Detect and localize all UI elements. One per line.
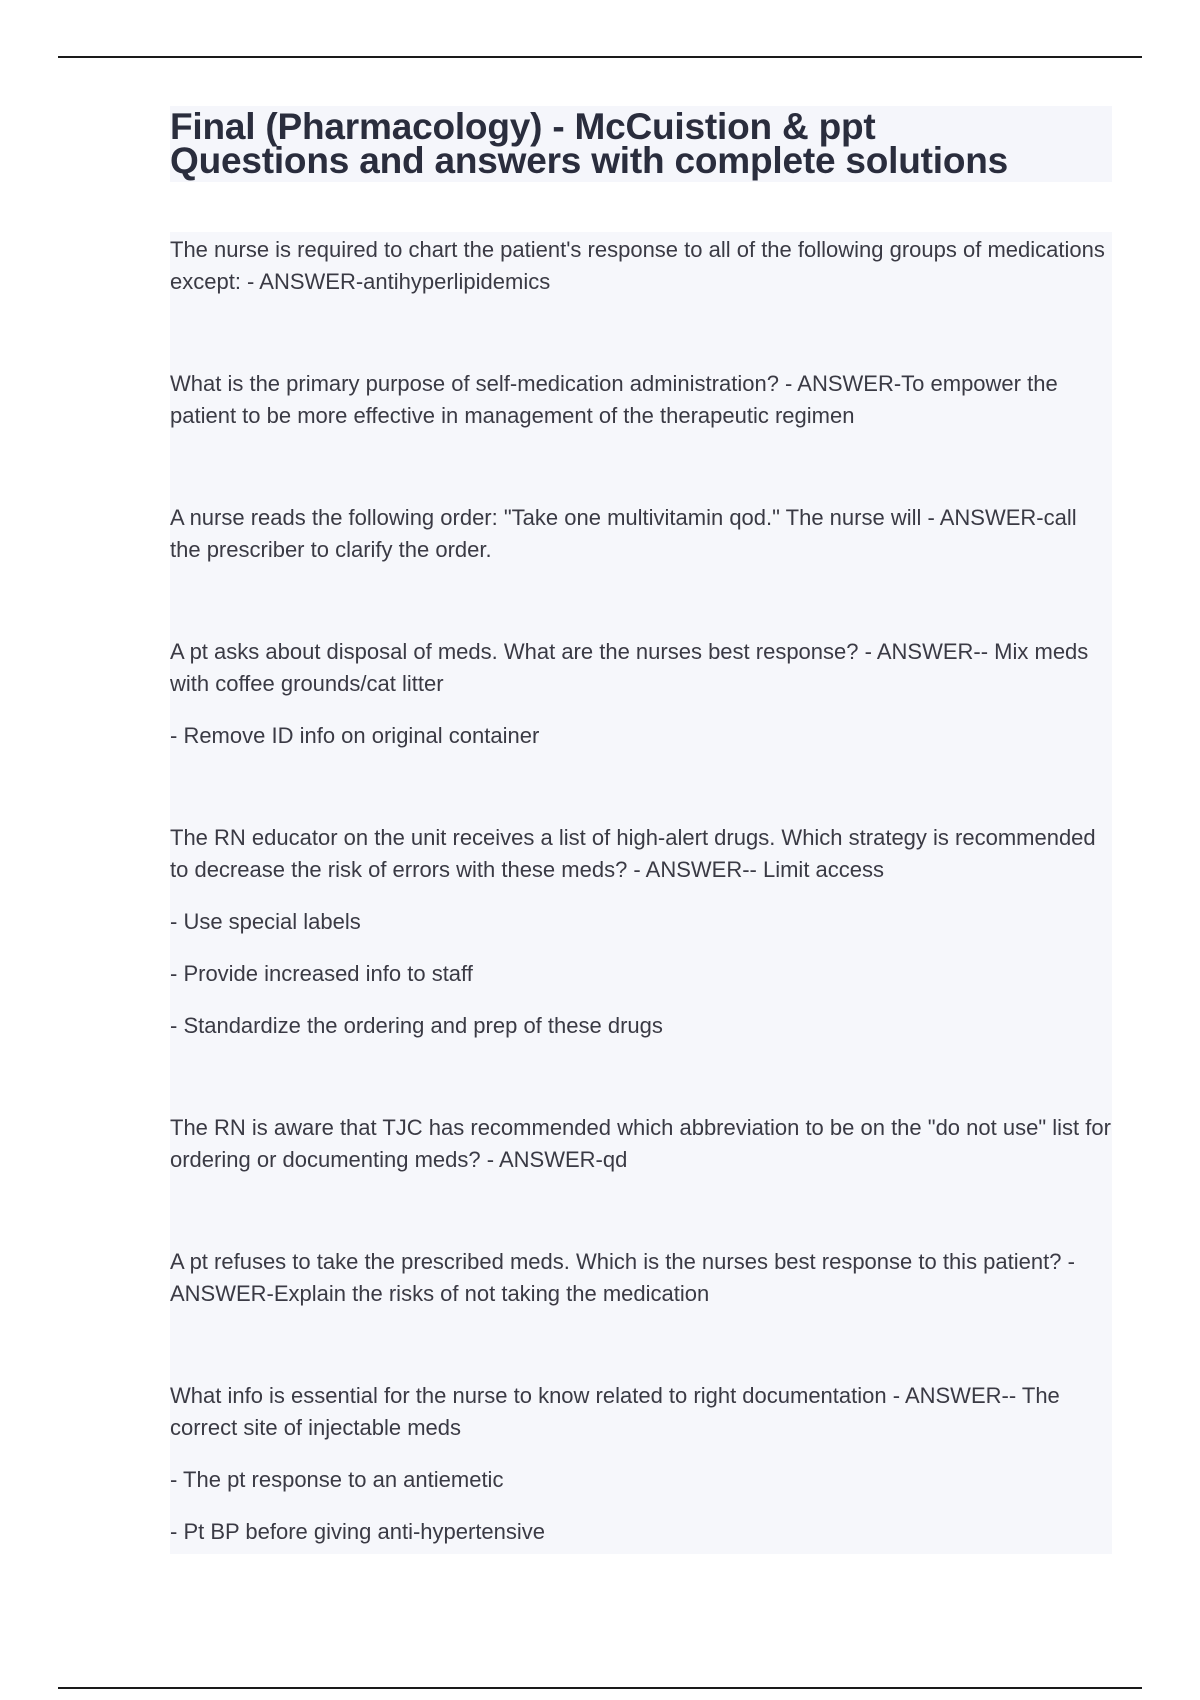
- qa-item: [170, 1112, 1112, 1176]
- qa-item: [170, 502, 1112, 566]
- qa-text: The RN educator on the unit receives a list of high-alert drugs. Which strategy is recommended to decrease the risk of errors with these meds? - ANSWER-- Limit access: [170, 825, 1096, 882]
- qa-extra-line: - Use special labels: [170, 909, 361, 934]
- qa-text: What info is essential for the nurse to know related to right documentation - ANSWER-- The correct site of injectable meds: [170, 1383, 1060, 1440]
- bottom-divider: [58, 1687, 1142, 1689]
- qa-extra-line: - Pt BP before giving anti-hypertensive: [170, 1519, 546, 1544]
- qa-text: The nurse is required to chart the patient's response to all of the following groups of medications except: - ANSWER-antihyperlipidemics: [170, 237, 1105, 294]
- qa-text: A pt asks about disposal of meds. What are the nurses best response? - ANSWER-- Mix meds with coffee grounds/cat litter: [170, 639, 1089, 696]
- qa-item: [170, 368, 1112, 432]
- qa-list: [170, 232, 1112, 1554]
- qa-text: A pt refuses to take the prescribed meds. Which is the nurses best response to this patient? - ANSWER-Explain the risks of not taking the medication: [170, 1249, 1075, 1306]
- qa-text: A nurse reads the following order: "Take one multivitamin qod." The nurse will - ANSWER-call the prescriber to clarify the order.: [170, 505, 1077, 562]
- top-divider: [58, 56, 1142, 58]
- qa-item: [170, 1246, 1112, 1310]
- qa-text: What is the primary purpose of self-medication administration? - ANSWER-To empower the patient to be more effective in management of the therapeutic regimen: [170, 371, 1058, 428]
- qa-extra-line: - Standardize the ordering and prep of these drugs: [170, 1013, 663, 1038]
- qa-item: [170, 636, 1112, 752]
- title-line-2: Questions and answers with complete solutions: [170, 140, 1009, 181]
- title-line-1: Final (Pharmacology) - McCuistion & ppt: [170, 106, 876, 147]
- qa-item: [170, 1380, 1112, 1548]
- qa-item: [170, 822, 1112, 1042]
- qa-item: [170, 234, 1112, 298]
- qa-extra-line: - The pt response to an antiemetic: [170, 1467, 504, 1492]
- qa-extra-line: - Provide increased info to staff: [170, 961, 473, 986]
- qa-text: The RN is aware that TJC has recommended which abbreviation to be on the "do not use" list for ordering or documenting meds? - ANSWER-qd: [170, 1115, 1111, 1172]
- document-title: [170, 106, 1112, 182]
- qa-extra-line: - Remove ID info on original container: [170, 723, 540, 748]
- document-body: [170, 106, 1112, 1554]
